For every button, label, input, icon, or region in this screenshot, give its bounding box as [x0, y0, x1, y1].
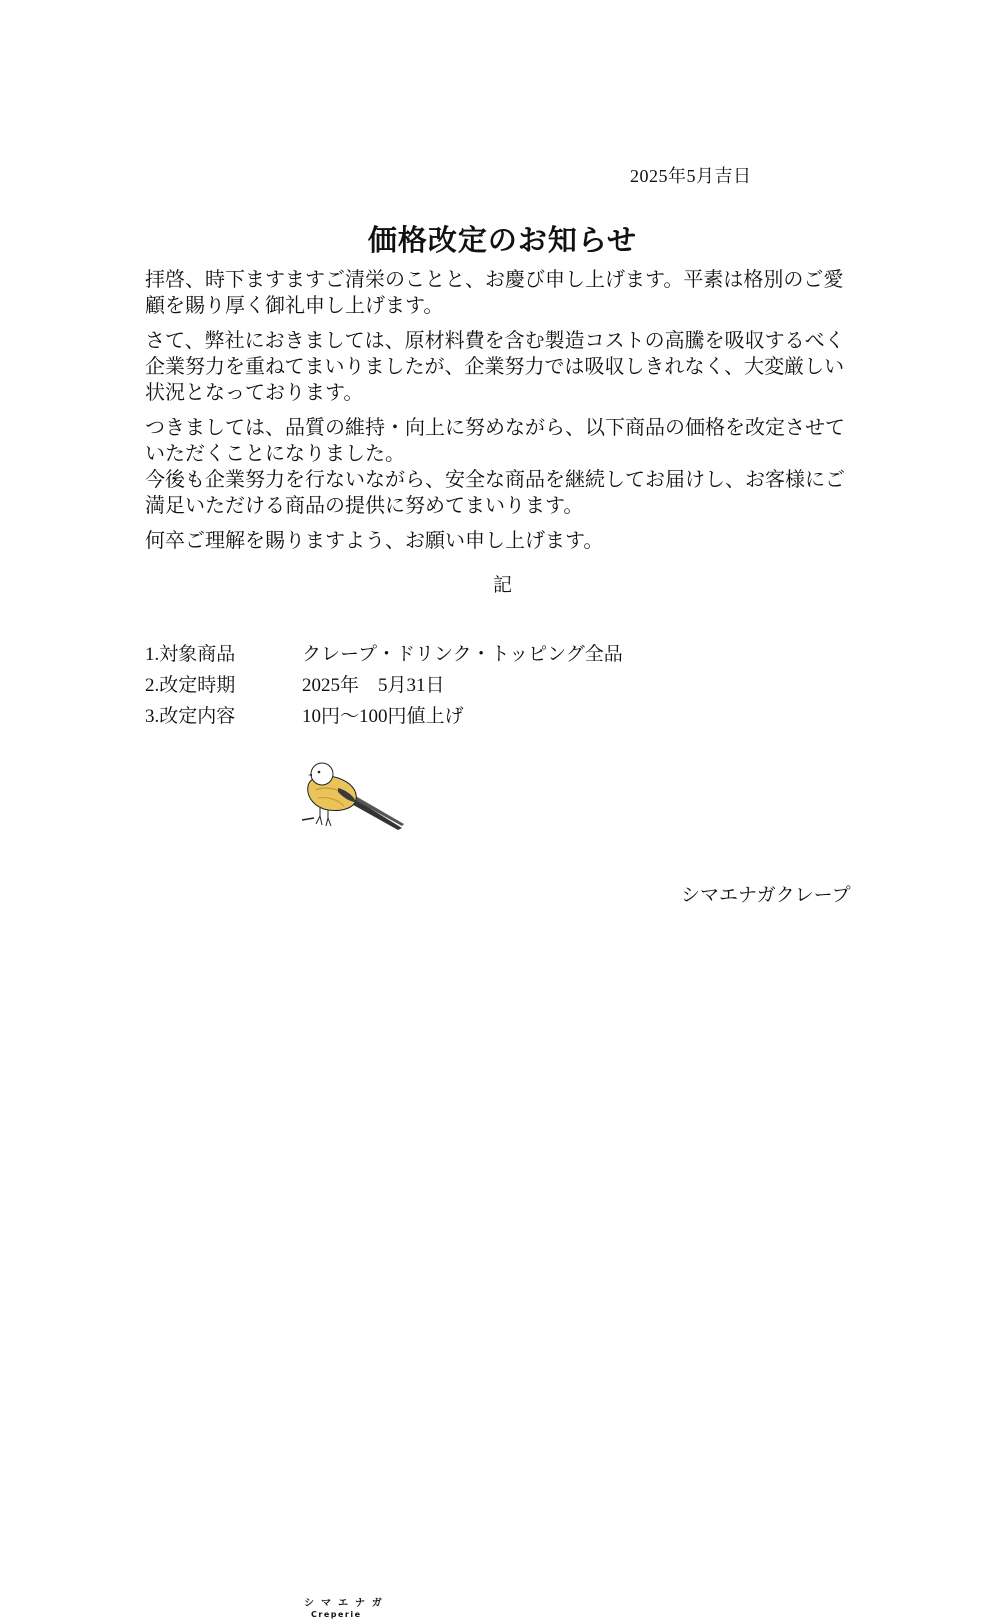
notice-body: [145, 266, 875, 562]
ki-heading: 記: [492, 574, 512, 596]
detail-label: 1.対象商品: [145, 644, 236, 665]
details-list: [145, 639, 623, 732]
body-paragraph-greeting: 拝啓、時下ますますご清栄のことと、お慶び申し上げます。平素は格別のご愛 顧を賜り厚く御礼申し上げます。: [145, 267, 844, 317]
detail-row-target: [145, 639, 623, 670]
signature: シマエナガクレープ: [681, 884, 851, 906]
long-tailed-tit-icon: [298, 758, 410, 836]
logo-name-en: Creperie: [311, 1610, 362, 1619]
detail-label: 3.改定内容: [145, 706, 236, 727]
body-paragraph-closing: 何卒ご理解を賜りますよう、お願い申し上げます。: [145, 528, 604, 552]
detail-label: 2.改定時期: [145, 675, 236, 696]
notice-date: 2025年5月吉日: [630, 166, 752, 186]
body-paragraph-commitment: 今後も企業努力を行ないながら、安全な商品を継続してお届けし、お客様にご 満足いただける商品の提供に努めてまいります。: [145, 467, 845, 517]
detail-row-timing: [145, 670, 623, 701]
notice-title: 価格改定のお知らせ: [367, 223, 638, 257]
logo-name-jp: シマエナガ: [304, 1598, 389, 1609]
body-paragraph-situation: さて、弊社におきましては、原材料費を含む製造コストの高騰を吸収するべく 企業努力を重ねてまいりましたが、企業努力では吸収しきれなく、大変厳しい 状況となっております。: [145, 328, 845, 404]
body-paragraph-revision: つきましては、品質の維持・向上に努めながら、以下商品の価格を改定させて いただくことになりました。: [145, 415, 845, 465]
shop-logo: [298, 758, 410, 1619]
detail-value: 2025年 5月31日: [302, 675, 445, 696]
detail-value: 10円〜100円値上げ: [302, 706, 464, 727]
detail-row-content: [145, 701, 623, 732]
detail-value: クレープ・ドリンク・トッピング全品: [302, 644, 623, 665]
